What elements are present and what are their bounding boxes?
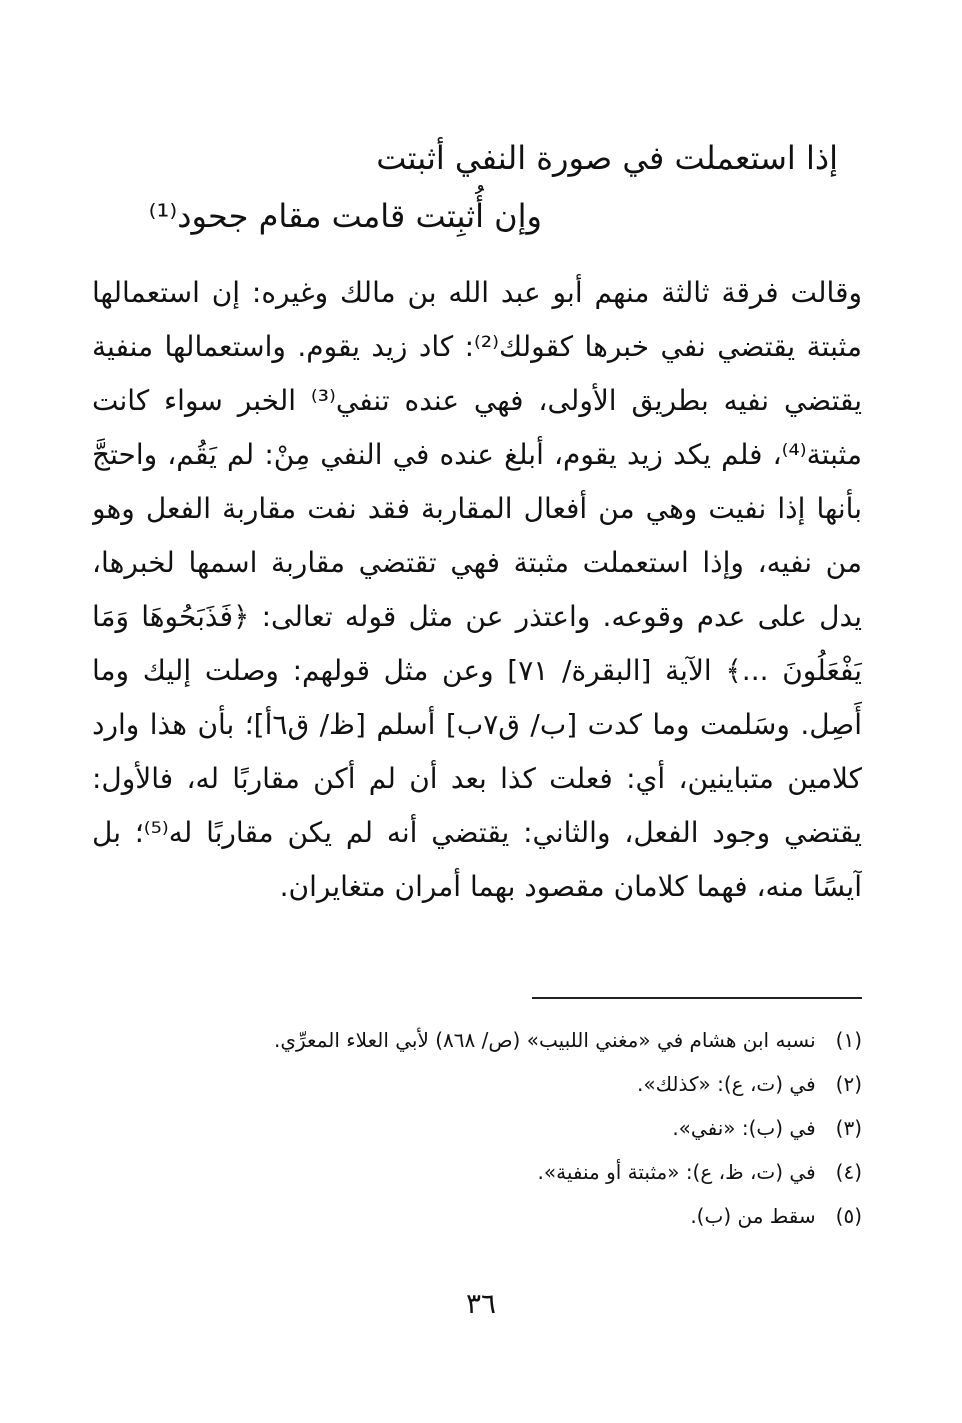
paragraph-line: يقتضي وجود الفعل، والثاني: يقتضي أنه لم يكن مقاربًا له⁽⁵⁾؛ بل [92,816,862,849]
paragraph-line: مثبتة⁽⁴⁾، فلم يكد زيد يقوم، أبلغ عنده في النفي مِنْ: لم يَقُم، واحتجَّ [92,438,862,471]
footnote-text: في (ب): «نفي». [672,1116,816,1140]
footnote-number: (٢) [835,1072,862,1096]
paragraph-line: مثبتة يقتضي نفي خبرها كقولك⁽²⁾: كاد زيد يقوم. واستعمالها منفية [92,330,862,363]
footnote-text: نسبه ابن هشام في «مغني اللبيب» (ص/ ٨٦٨) لأبي العلاء المعرِّي. [273,1028,816,1052]
footnote-number: (٥) [835,1204,862,1228]
paragraph-line: بأنها إذا نفيت وهي من أفعال المقاربة فقد نفت مقاربة الفعل وهو [92,492,862,525]
paragraph-line: يَفْعَلُونَ ...﴾ الآية [البقرة/ ٧١] وعن مثل قولهم: وصلت إليك وما [92,654,862,687]
footnote-item [92,1062,862,1106]
paragraph-line: وقالت فرقة ثالثة منهم أبو عبد الله بن مالك وغيره: إن استعمالها [92,276,862,309]
footnote-text: سقط من (ب). [690,1204,816,1228]
paragraph-line: يدل على عدم وقوعه. واعتذر عن مثل قوله تعالى: ﴿فَذَبَحُوهَا وَمَا [92,600,862,633]
footnote-number: (٤) [835,1160,862,1184]
footnote-text: في (ت، ع): «كذلك». [636,1072,816,1096]
page-number: ٣٦ [465,1287,497,1320]
main-paragraph [92,266,862,914]
paragraph-line: كلامين متباينين، أي: فعلت كذا بعد أن لم أكن مقاربًا له، فالأول: [92,762,862,795]
footnotes-section [92,1018,862,1238]
poem-verse-first-hemistich: إذا استعملت في صورة النفي أثبتت [376,139,838,177]
paragraph-line: يقتضي نفيه بطريق الأولى، فهي عنده تنفي⁽³⁾ الخبر سواء كانت [92,384,862,417]
paragraph-line: من نفيه، وإذا استعملت مثبتة فهي تقتضي مقاربة اسمها لخبرها، [92,546,862,579]
footnote-number: (٣) [835,1116,862,1140]
paragraph-line-last: آيسًا منه، فهما كلامان مقصود بهما أمران متغايران. [279,870,862,903]
paragraph-line: أَصِل. وسَلمت وما كدت [ب/ ق٧ب] أسلم [ظ/ ق٦أ]؛ بأن هذا وارد [92,708,862,741]
footnote-item [92,1150,862,1194]
footnote-separator [532,997,862,999]
footnote-item [92,1018,862,1062]
footnote-item [92,1106,862,1150]
footnote-text: في (ت، ظ، ع): «مثبتة أو منفية». [537,1160,816,1184]
footnote-number: (١) [835,1028,862,1052]
footnote-item [92,1194,862,1238]
poem-verse-second-hemistich: وإن أُثبِتت قامت مقام جحود⁽¹⁾ [148,197,542,235]
